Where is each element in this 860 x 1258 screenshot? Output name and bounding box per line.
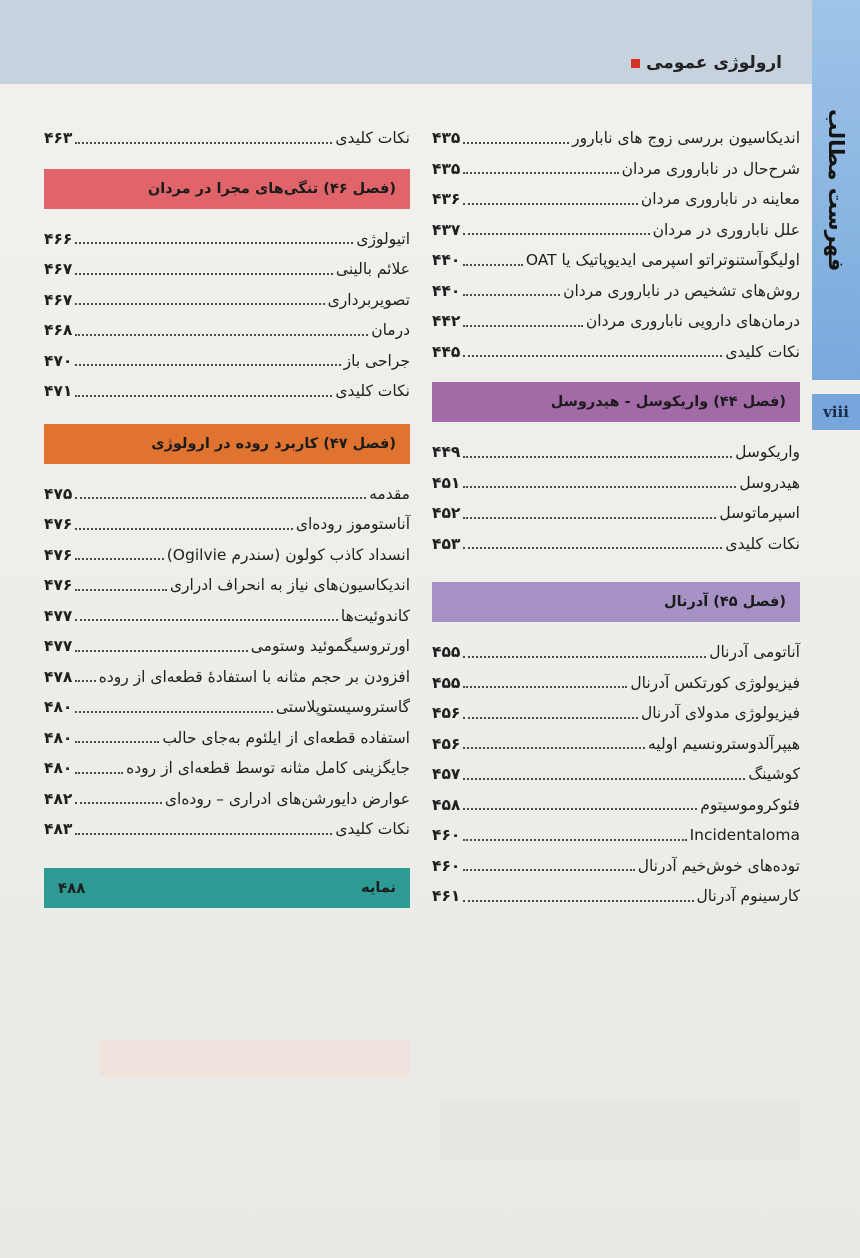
toc-entry-page: ۴۵۵ [432,673,461,692]
toc-entry[interactable] [44,628,410,659]
toc-entry-page: ۴۳۵ [432,159,461,178]
toc-entry-title: آناتومی آدرنال [709,643,800,661]
toc-entry-title: هیدروسل [739,473,800,492]
toc-entry-title: افزودن بر حجم مثانه با استفادهٔ قطعه‌ای از روده [98,667,410,686]
dot-leader [75,833,332,835]
toc-entry-page: ۴۸۲ [44,789,73,808]
dot-leader [463,869,634,871]
dot-leader [75,364,340,366]
toc-entry-page: ۴۴۰ [432,251,461,269]
toc-entry-title: معاینه در ناباروری مردان [640,190,800,208]
toc-entry-title: جراحی باز [343,351,410,370]
toc-entry-title: نکات کلیدی [725,342,800,361]
header-square-icon [631,59,640,68]
toc-entry[interactable] [432,120,800,151]
dot-leader [75,303,324,305]
toc-entry[interactable] [44,282,410,313]
toc-entry[interactable] [432,495,800,526]
dot-leader [75,497,366,499]
toc-entry-title: شرح‌حال در ناباروری مردان [621,159,800,178]
dot-leader [75,741,159,743]
toc-entry-title: درمان‌های دارویی ناباروری مردان [585,312,800,330]
dot-leader [463,294,560,296]
toc-entry-page: ۴۸۰ [44,759,73,777]
toc-entry-title: علل ناباروری در مردان [652,220,800,239]
faded-block [440,1100,800,1160]
toc-entry[interactable] [44,567,410,598]
toc-entry-page: ۴۷۵ [44,484,73,503]
toc-entry[interactable] [44,506,410,537]
dot-leader [75,650,247,652]
toc-entry-page: ۴۶۷ [44,260,73,278]
toc-entry-title: عوارض دایورشن‌های ادراری – روده‌ای [164,789,410,808]
toc-entry-page: ۴۵۲ [432,504,461,522]
toc-entry-title: کارسینوم آدرنال [696,887,800,905]
chapter-44-entries [432,434,800,556]
toc-entry-page: ۴۸۰ [44,728,73,747]
toc-entry-page: ۴۶۰ [432,826,461,844]
dot-leader [75,711,272,713]
toc-entry-page: ۴۳۷ [432,220,461,239]
toc-entry[interactable] [44,537,410,568]
dot-leader [463,264,522,266]
toc-entry-title: استفاده قطعه‌ای از ایلئوم به‌جای حالب [162,728,410,747]
toc-column-right [432,120,800,909]
toc-entry-page: ۴۵۸ [432,795,461,814]
dot-leader [75,334,368,336]
toc-entry[interactable] [432,695,800,726]
dot-leader [75,802,161,804]
toc-entry-title: توده‌های خوش‌خیم آدرنال [637,856,800,875]
toc-entries-right-top [432,120,800,364]
dot-leader [463,203,638,205]
toc-entry-page: ۴۵۷ [432,765,461,783]
chapter-44-heading[interactable] [432,382,800,422]
index-title: نمایه [361,879,396,896]
toc-entry-title: گاستروسیستوپلاستی [275,698,410,716]
toc-entry-title: روش‌های تشخیص در ناباروری مردان [563,281,800,300]
toc-entry[interactable] [44,343,410,374]
dot-leader [463,325,582,327]
faded-strip [100,1040,410,1076]
dot-leader [463,778,745,780]
toc-entry-page: ۴۸۰ [44,698,73,716]
toc-entry-page: ۴۷۶ [44,576,73,594]
toc-entry-title: هیپرآلدوسترونسیم اولیه [648,734,800,753]
toc-entry-title: مقدمه [369,484,410,503]
toc-entry[interactable] [44,251,410,282]
dot-leader [75,395,332,397]
toc-entry-title: Incidentaloma [689,826,800,844]
toc-entry[interactable] [432,726,800,757]
index-heading[interactable] [44,868,410,908]
chapter-47-entries [44,476,410,842]
toc-entry[interactable] [432,665,800,696]
dot-leader [463,747,645,749]
toc-entry[interactable] [432,465,800,496]
toc-entry-title: فیزیولوژی کورتکس آدرنال [630,673,800,692]
toc-entries-left-top [44,120,410,151]
chapter-46-entries [44,221,410,404]
toc-column-left [44,120,410,920]
dot-leader [75,142,332,144]
dot-leader [463,233,649,235]
toc-entry-title: نکات کلیدی [335,129,410,147]
toc-entry-page: ۴۷۶ [44,545,73,564]
dot-leader [75,772,123,774]
toc-entry-page: ۴۸۳ [44,820,73,838]
toc-entry-title: علائم بالینی [335,260,410,278]
page-number-tab [812,394,860,430]
toc-entry-page: ۴۴۲ [432,312,461,330]
toc-entry-title: اورتروسیگموئید وستومی [250,637,410,655]
toc-entry-page: ۴۵۵ [432,643,461,661]
chapter-47-heading[interactable] [44,424,410,464]
toc-entry-title: درمان [371,321,410,339]
toc-entry[interactable] [432,634,800,665]
toc-entry[interactable] [432,273,800,304]
toc-entry-title: جایگزینی کامل مثانه توسط قطعه‌ای از روده [126,759,410,777]
page-number: viii [823,403,849,421]
toc-entry[interactable] [432,151,800,182]
toc-entry-page: ۴۶۰ [432,856,461,875]
toc-entry[interactable] [432,756,800,787]
toc-entry[interactable] [432,878,800,909]
toc-entry-title: انسداد کاذب کولون (سندرم Ogilvie) [166,545,410,564]
toc-entry[interactable] [44,659,410,690]
dot-leader [75,528,292,530]
toc-entry[interactable] [44,781,410,812]
side-tab [812,0,860,380]
toc-entry-title: اتیولوژی [356,229,410,248]
dot-leader [75,589,166,591]
dot-leader [463,142,569,144]
toc-entry-page: ۴۵۶ [432,704,461,722]
toc-entry-page: ۴۶۱ [432,887,461,905]
toc-entry[interactable] [44,750,410,781]
toc-entry-page: ۴۷۱ [44,382,73,400]
chapter-47-title: (فصل ۴۷) کاربرد روده در ارولوژی [151,435,396,452]
toc-entry-title: فیزیولوژی مدولای آدرنال [640,704,800,722]
toc-entry-title: نکات کلیدی [725,534,800,553]
toc-entry-page: ۴۴۵ [432,342,461,361]
toc-entry[interactable] [432,817,800,848]
toc-entry-page: ۴۶۷ [44,290,73,309]
toc-entry-page: ۴۷۷ [44,637,73,655]
dot-leader [463,839,686,841]
toc-entry-title: آناستوموز روده‌ای [295,515,410,533]
chapter-45-entries [432,634,800,909]
toc-entry-page: ۴۷۰ [44,351,73,370]
dot-leader [463,172,618,174]
toc-entry[interactable] [432,848,800,879]
toc-entry-page: ۴۷۷ [44,606,73,625]
toc-entry-page: ۴۴۰ [432,281,461,300]
toc-entry[interactable] [432,303,800,334]
toc-entry-page: ۴۳۵ [432,129,461,147]
toc-entry-page: ۴۷۸ [44,667,73,686]
toc-entry[interactable] [432,242,800,273]
toc-entry-title: تصویربرداری [327,290,410,309]
toc-entry[interactable] [44,120,410,151]
dot-leader [463,686,627,688]
dot-leader [463,486,736,488]
dot-leader [75,242,353,244]
running-header-title: ارولوژی عمومی [646,53,782,73]
toc-entry-page: ۴۶۳ [44,129,73,147]
dot-leader [463,900,693,902]
toc-entry-page: ۴۳۶ [432,190,461,208]
toc-entry-page: ۴۵۶ [432,734,461,753]
toc-entry-title: نکات کلیدی [335,382,410,400]
chapter-46-title: (فصل ۴۶) تنگی‌های مجرا در مردان [147,180,396,197]
toc-entry[interactable] [432,212,800,243]
dot-leader [75,558,163,560]
chapter-45-heading[interactable] [432,582,800,622]
toc-entry[interactable] [432,526,800,557]
toc-entry-title: نکات کلیدی [335,820,410,838]
toc-entry[interactable] [44,598,410,629]
toc-entry-page: ۴۵۱ [432,473,461,492]
index-page: ۴۸۸ [58,878,86,897]
toc-entry[interactable] [44,720,410,751]
toc-entry[interactable] [44,312,410,343]
dot-leader [463,456,732,458]
toc-entry-title: واریکوسل [735,443,800,461]
toc-entry-title: اندیکاسیون‌های نیاز به انحراف ادراری [169,576,410,594]
toc-entry-title: کاندوئیت‌ها [340,606,410,625]
toc-entry-title: کوشینگ [748,765,800,783]
side-tab-label: فهرست مطالب [824,108,848,272]
toc-entry-page: ۴۶۶ [44,229,73,248]
toc-entry-title: فئوکروموسیتوم [700,795,800,814]
dot-leader [463,808,697,810]
dot-leader [463,517,716,519]
toc-entry-page: ۴۷۶ [44,515,73,533]
toc-entry[interactable] [44,689,410,720]
dot-leader [75,680,95,682]
toc-entry-title: اسپرماتوسل [719,504,800,522]
chapter-46-heading[interactable] [44,169,410,209]
toc-entry[interactable] [432,181,800,212]
toc-entry-page: ۴۶۸ [44,321,73,339]
toc-entry[interactable] [432,334,800,365]
dot-leader [463,656,706,658]
toc-entry[interactable] [44,373,410,404]
toc-entry[interactable] [432,434,800,465]
dot-leader [463,355,722,357]
running-header [631,49,782,77]
toc-entry-page: ۴۴۹ [432,443,461,461]
dot-leader [75,619,337,621]
toc-entry-page: ۴۵۳ [432,534,461,553]
dot-leader [463,717,638,719]
dot-leader [75,273,333,275]
chapter-45-title: (فصل ۴۵) آدرنال [663,594,786,610]
toc-entry[interactable] [44,476,410,507]
toc-entry[interactable] [432,787,800,818]
chapter-44-title: (فصل ۴۴) واریکوسل - هیدروسل [550,394,786,410]
toc-entry-title: اندیکاسیون بررسی زوج های نابارور [572,129,800,147]
dot-leader [463,547,722,549]
toc-entry-title: اولیگوآستنوتراتو اسپرمی ایدیوپاتیک یا OAT [525,251,800,269]
toc-entry[interactable] [44,221,410,252]
toc-entry[interactable] [44,811,410,842]
